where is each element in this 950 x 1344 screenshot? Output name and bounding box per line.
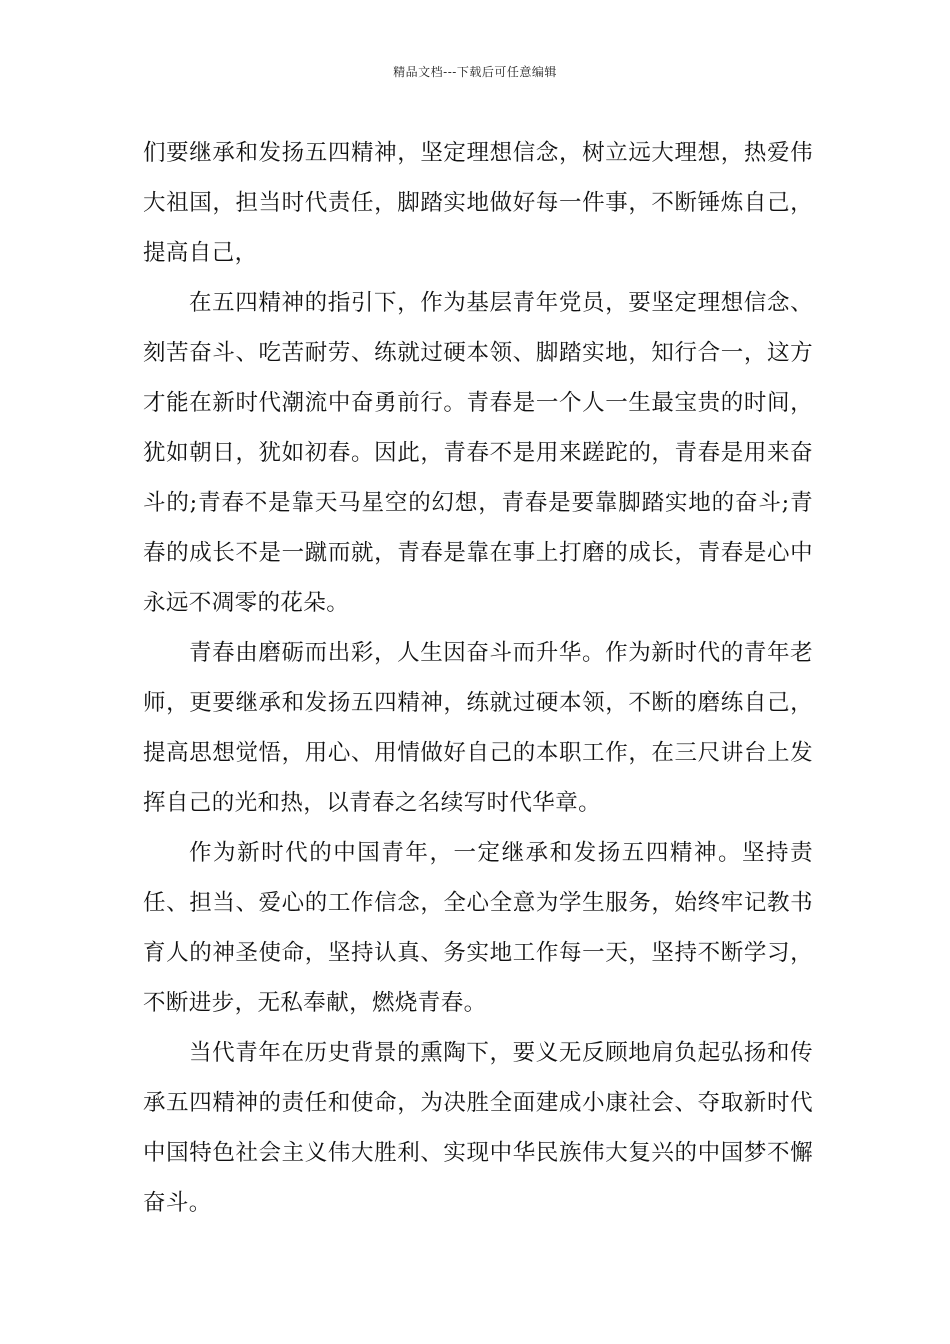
document-body (143, 128, 813, 1228)
paragraph-1: 们要继承和发扬五四精神，坚定理想信念，树立远大理想，热爱伟大祖国，担当时代责任，脚踏实地做好每一件事，不断锤炼自己，提高自己， (143, 140, 813, 266)
paragraph-5: 当代青年在历史背景的熏陶下，要义无反顾地肩负起弘扬和传承五四精神的责任和使命，为决胜全面建成小康社会、夺取新时代中国特色社会主义伟大胜利、实现中华民族伟大复兴的中国梦不懈奋斗。 (143, 1040, 813, 1216)
paragraph-3: 青春由磨砺而出彩，人生因奋斗而升华。作为新时代的青年老师，更要继承和发扬五四精神，练就过硬本领，不断的磨练自己，提高思想觉悟，用心、用情做好自己的本职工作，在三尺讲台上发挥自己的光和热，以青春之名续写时代华章。 (143, 640, 813, 816)
paragraph-2: 在五四精神的指引下，作为基层青年党员，要坚定理想信念、刻苦奋斗、吃苦耐劳、练就过硬本领、脚踏实地，知行合一，这方才能在新时代潮流中奋勇前行。青春是一个人一生最宝贵的时间，犹如朝日，犹如初春。因此，青春不是用来蹉跎的，青春是用来奋斗的;青春不是靠天马星空的幻想，青春是要靠脚踏实地的奋斗;青春的成长不是一蹴而就，青春是靠在事上打磨的成长，青春是心中永远不凋零的花朵。 (143, 290, 813, 616)
page-header: 精品文档---下载后可任意编辑 (393, 65, 557, 79)
paragraph-4: 作为新时代的中国青年，一定继承和发扬五四精神。坚持责任、担当、爱心的工作信念，全心全意为学生服务，始终牢记教书育人的神圣使命，坚持认真、务实地工作每一天，坚持不断学习，不断进步，无私奉献，燃烧青春。 (143, 840, 813, 1016)
